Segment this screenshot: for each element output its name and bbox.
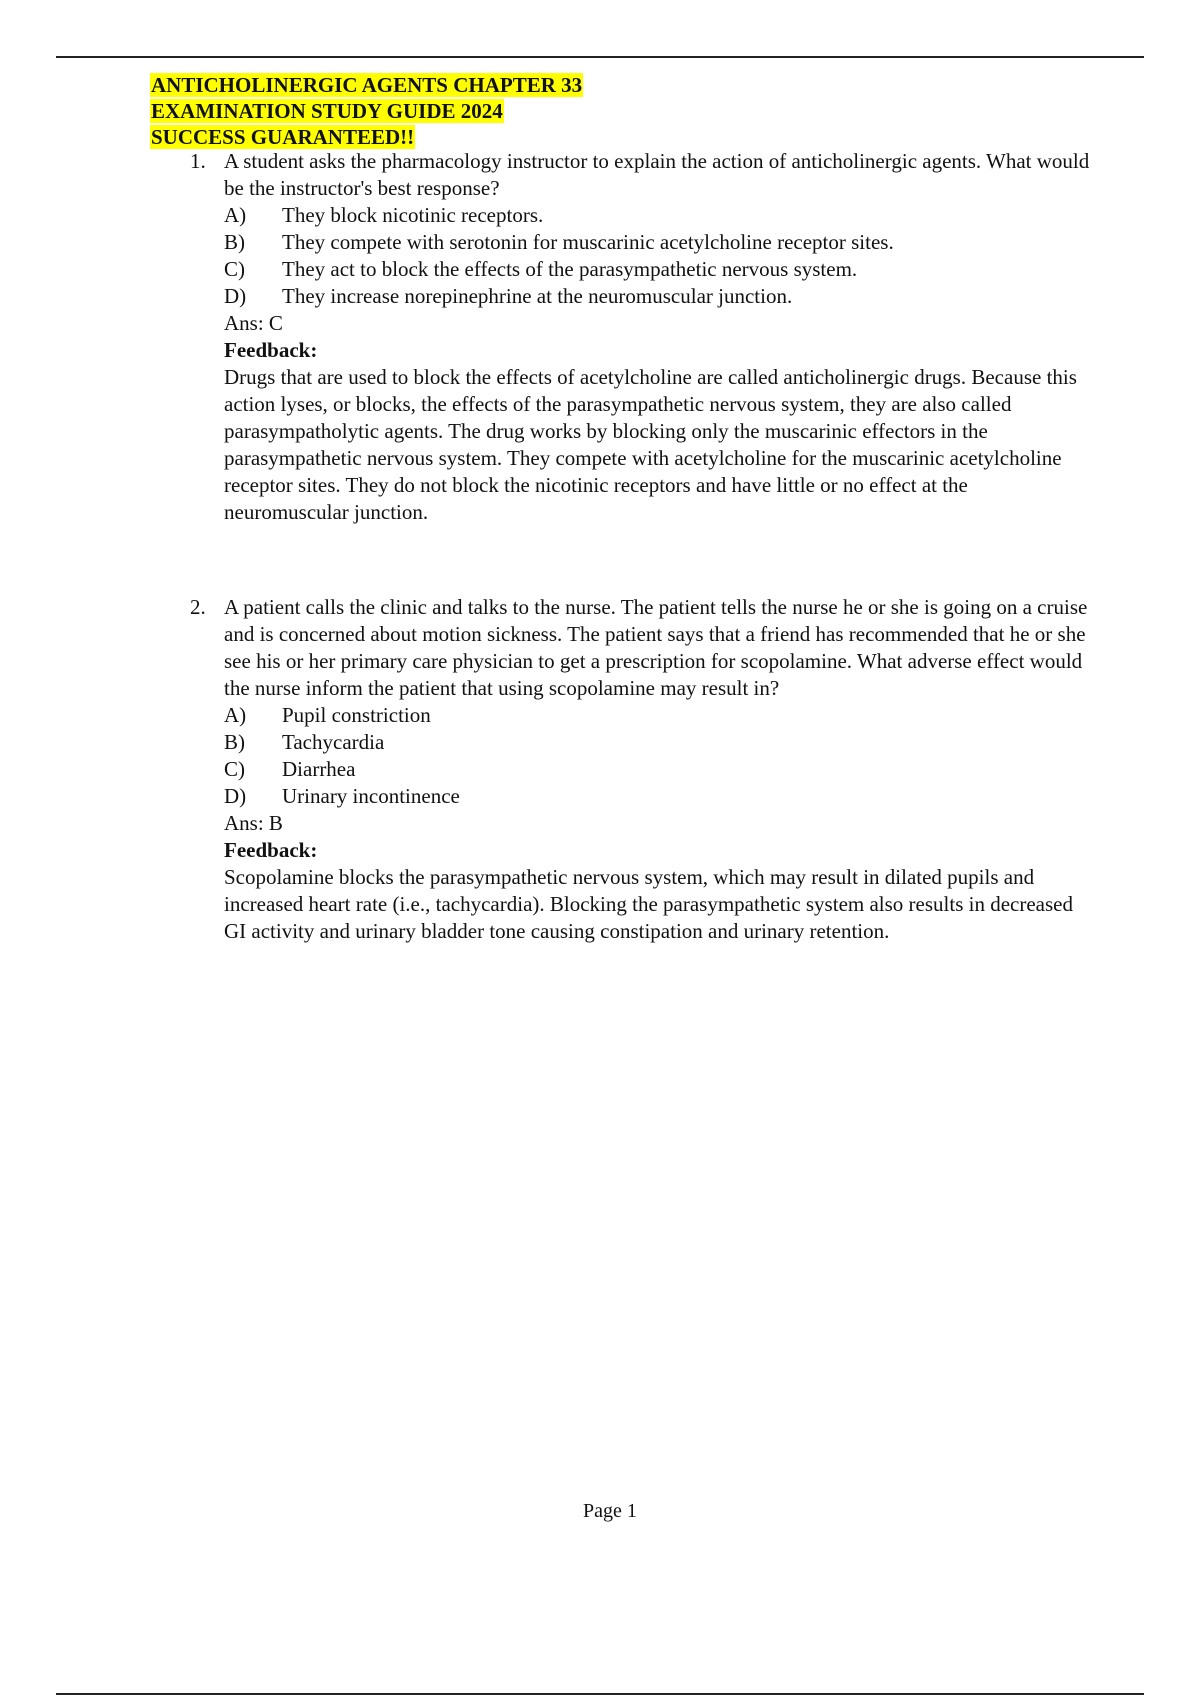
option-letter: D) xyxy=(224,284,247,308)
question-1-feedback-text: Drugs that are used to block the effects of acetylcholine are called anticholinergic drugs. Because this action lyses, or blocks, the effects of the parasympathetic nervous system, they are also called parasympatholytic agents. The drug works by blocking only the muscarinic effectors in the parasympathetic nervous system. They compete with acetylcholine for the muscarinic acetylcholine receptor sites. They do not block the nicotinic receptors and have little or no effect at the neuromuscular junction. xyxy=(224,365,1077,524)
option-text: Tachycardia xyxy=(282,730,385,754)
question-1-option-c xyxy=(224,256,1090,283)
question-2-answer: Ans: B xyxy=(224,811,283,835)
option-letter: C) xyxy=(224,257,245,281)
question-2-options xyxy=(190,702,1090,810)
question-2-stem xyxy=(190,594,1090,702)
option-text: Urinary incontinence xyxy=(282,784,460,808)
question-1-option-d xyxy=(224,283,1090,310)
option-text: They block nicotinic receptors. xyxy=(282,203,544,227)
question-2-option-d xyxy=(224,783,1090,810)
question-2-option-b xyxy=(224,729,1090,756)
question-1 xyxy=(190,148,1090,526)
question-1-number: 1. xyxy=(190,149,206,173)
document-title xyxy=(150,72,583,150)
title-line-3 xyxy=(150,124,583,150)
top-rule xyxy=(56,56,1144,58)
question-1-option-a xyxy=(224,202,1090,229)
question-2 xyxy=(190,594,1090,945)
option-letter: C) xyxy=(224,757,245,781)
question-1-feedback-label: Feedback: xyxy=(224,338,318,362)
option-text: They increase norepinephrine at the neuromuscular junction. xyxy=(282,284,793,308)
question-2-feedback-label: Feedback: xyxy=(224,838,318,862)
option-letter: B) xyxy=(224,230,245,254)
option-text: Pupil constriction xyxy=(282,703,431,727)
option-letter: B) xyxy=(224,730,245,754)
bottom-rule xyxy=(56,1693,1144,1695)
title-line-2-text: EXAMINATION STUDY GUIDE 2024 xyxy=(151,99,503,123)
option-text: They act to block the effects of the parasympathetic nervous system. xyxy=(282,257,858,281)
option-letter: A) xyxy=(224,703,247,727)
question-1-answer: Ans: C xyxy=(224,311,283,335)
question-2-number: 2. xyxy=(190,595,206,619)
option-text: They compete with serotonin for muscarinic acetylcholine receptor sites. xyxy=(282,230,894,254)
title-line-3-text: SUCCESS GUARANTEED!! xyxy=(151,125,415,149)
question-1-stem-text: A student asks the pharmacology instructor to explain the action of anticholinergic agents. What would be the instructor's best response? xyxy=(224,149,1090,200)
question-2-option-a xyxy=(224,702,1090,729)
question-2-option-c xyxy=(224,756,1090,783)
title-line-1-text: ANTICHOLINERGIC AGENTS CHAPTER 33 xyxy=(151,73,583,97)
option-letter: A) xyxy=(224,203,247,227)
option-text: Diarrhea xyxy=(282,757,356,781)
title-line-1 xyxy=(150,72,583,98)
question-1-option-b xyxy=(224,229,1090,256)
option-letter: D) xyxy=(224,784,247,808)
question-2-stem-text: A patient calls the clinic and talks to the nurse. The patient tells the nurse he or she is going on a cruise and is concerned about motion sickness. The patient says that a friend has recommended that he or she see his or her primary care physician to get a prescription for scopolamine. What adverse effect would the nurse inform the patient that using scopolamine may result in? xyxy=(224,595,1088,700)
question-2-feedback-text: Scopolamine blocks the parasympathetic nervous system, which may result in dilated pupils and increased heart rate (i.e., tachycardia). Blocking the parasympathetic system also results in decreased GI activity and urinary bladder tone causing constipation and urinary retention. xyxy=(224,865,1073,943)
title-line-2 xyxy=(150,98,583,124)
page-number: Page 1 xyxy=(583,1500,637,1522)
question-1-options xyxy=(190,202,1090,310)
question-1-stem xyxy=(190,148,1090,202)
